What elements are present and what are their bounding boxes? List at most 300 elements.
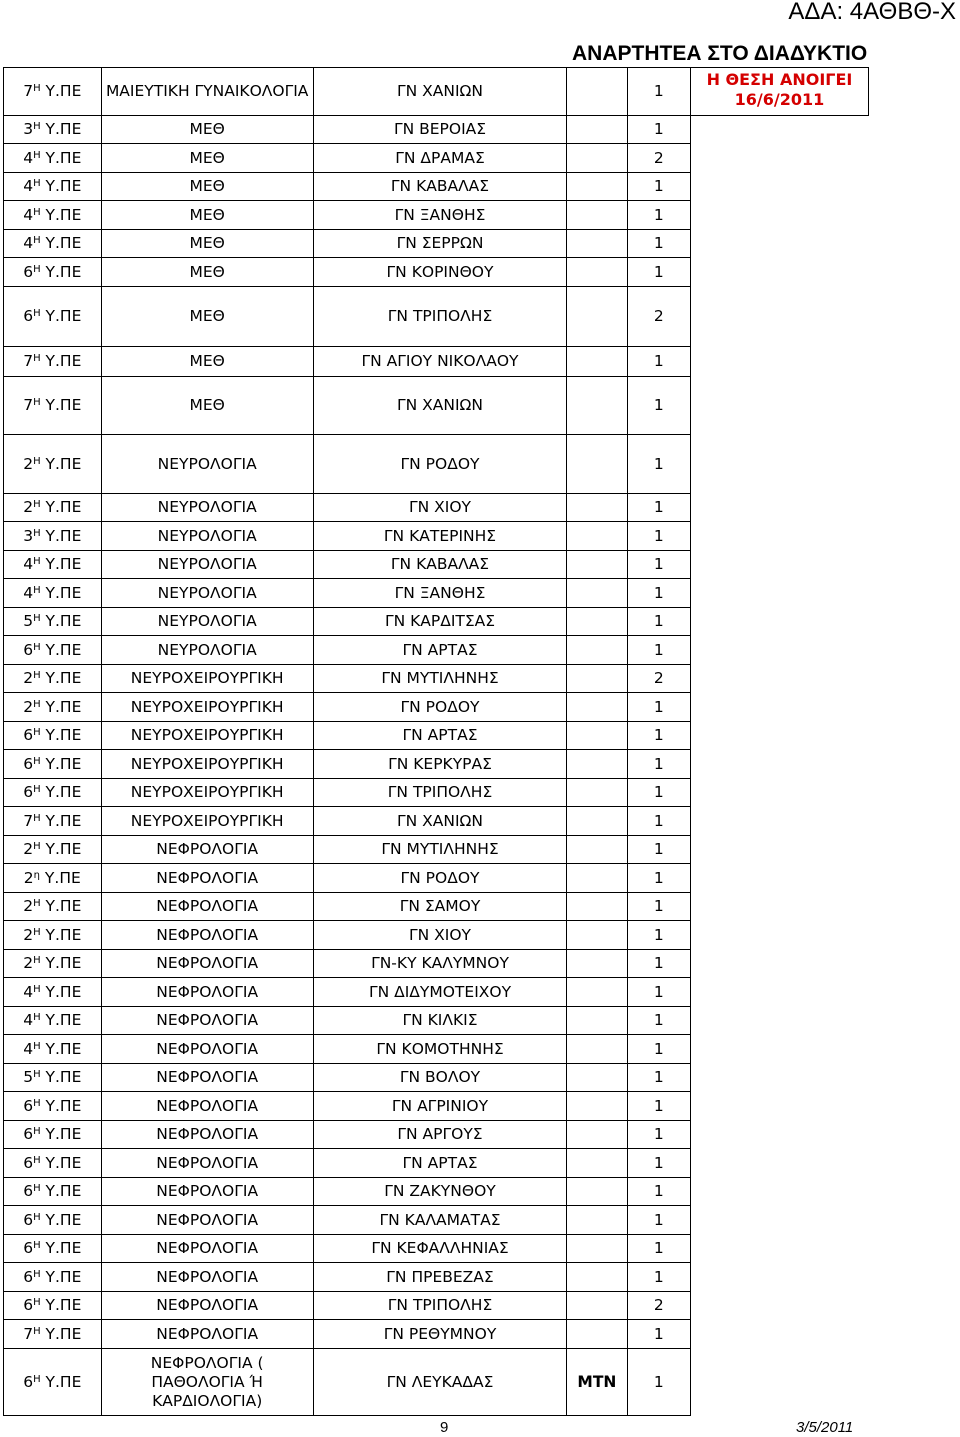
hospital-cell: ΓΝ ΚΕΡΚΥΡΑΣ [313,750,566,779]
region-cell [4,921,102,950]
region-ordinal: η [33,869,40,881]
region-number: 4 [23,1039,34,1058]
side-blank [690,287,868,347]
region-cell [4,522,102,551]
region-suffix: Υ.ΠΕ [40,1239,82,1257]
table-row [4,978,869,1007]
region-ordinal: Η [33,1183,41,1194]
side-blank [690,750,868,779]
table-row [4,921,869,950]
region-suffix: Υ.ΠΕ [40,612,82,630]
mtn-cell [567,287,627,347]
region-cell [4,1178,102,1206]
region-cell [4,893,102,921]
region-cell [4,494,102,522]
count-cell: 1 [627,435,690,494]
region-ordinal: Η [33,1325,41,1337]
hospital-cell: ΓΝ ΚΑΒΑΛΑΣ [313,173,566,201]
hospital-cell: ΓΝ ΑΓΡΙΝΙΟΥ [313,1092,566,1121]
region-ordinal: Η [33,698,41,710]
region-cell [4,608,102,636]
specialty-cell: ΝΕΦΡΟΛΟΓΙΑ [101,1149,313,1178]
region-cell [4,1292,102,1320]
specialty-cell: ΜΕΘ [101,287,313,347]
table-row [4,144,869,173]
region-number: 6 [23,1372,34,1391]
mtn-cell [567,636,627,665]
hospital-cell: ΓΝ ΧΑΝΙΩΝ [313,807,566,836]
region-ordinal: Η [33,784,41,795]
region-cell [4,144,102,173]
page-number: 9 [440,1419,449,1436]
hospital-cell: ΓΝ ΧΙΟΥ [313,921,566,950]
mtn-cell [567,258,627,287]
count-cell: 1 [627,173,690,201]
specialty-cell: ΝΕΦΡΟΛΟΓΙΑ [101,1320,313,1349]
region-number: 4 [23,205,34,224]
region-number: 6 [23,726,34,744]
table-row [4,287,869,347]
side-blank [690,893,868,921]
mtn-cell [567,1149,627,1178]
specialty-cell: ΜΕΘ [101,144,313,173]
region-number: 6 [23,1153,34,1172]
ada-code: ΑΔΑ: 4ΑΘΒΘ-Χ [788,0,956,25]
count-cell: 1 [627,201,690,230]
hospital-cell: ΓΝ ΡΟΔΟΥ [313,435,566,494]
region-cell [4,807,102,836]
specialty-cell: ΜΑΙΕΥΤΙΚΗ ΓΥΝΑΙΚΟΛΟΓΙΑ [101,68,313,116]
region-suffix: Υ.ΠΕ [40,640,82,659]
side-blank [690,921,868,950]
opening-note [690,68,868,116]
region-number: 6 [23,640,34,659]
specialty-cell: ΝΕΥΡΟΛΟΓΙΑ [101,494,313,522]
region-cell [4,1235,102,1263]
table-row [4,258,869,287]
region-suffix: Υ.ΠΕ [40,1267,82,1286]
region-number: 6 [23,1267,34,1286]
side-blank [690,1263,868,1292]
region-ordinal: Η [33,527,41,539]
specialty-cell: ΝΕΦΡΟΛΟΓΙΑ [101,1007,313,1035]
count-cell: 1 [627,377,690,435]
count-cell: 2 [627,1292,690,1320]
region-cell [4,579,102,608]
hospital-cell: ΓΝ ΜΥΤΙΛΗΝΗΣ [313,665,566,693]
table-row [4,377,869,435]
hospital-cell: ΓΝ ΤΡΙΠΟΛΗΣ [313,287,566,347]
region-ordinal: Η [33,149,41,161]
region-number: 6 [23,262,34,281]
region-suffix: Υ.ΠΕ [40,925,82,944]
hospital-cell: ΓΝ ΞΑΝΘΗΣ [313,579,566,608]
table-row [4,636,869,665]
region-cell [4,722,102,750]
mtn-cell [567,1007,627,1035]
mtn-cell [567,836,627,864]
specialty-cell: ΝΕΥΡΟΛΟΓΙΑ [101,608,313,636]
count-cell: 1 [627,1235,690,1263]
table-row [4,173,869,201]
region-suffix: Υ.ΠΕ [40,1153,82,1172]
side-blank [690,230,868,258]
mtn-cell [567,893,627,921]
hospital-cell: ΓΝ ΧΑΝΙΩΝ [313,377,566,435]
specialty-cell: ΝΕΥΡΟΧΕΙΡΟΥΡΓΙΚΗ [101,750,313,779]
side-blank [690,722,868,750]
table-row [4,1064,869,1092]
table-row [4,665,869,693]
table-row [4,779,869,807]
region-cell [4,173,102,201]
table-row [4,1263,869,1292]
region-ordinal: Η [33,1211,41,1223]
table-row [4,68,869,116]
count-cell: 1 [627,779,690,807]
region-ordinal: Η [33,83,41,94]
region-ordinal: Η [33,1240,41,1251]
region-ordinal: Η [33,121,41,132]
hospital-cell: ΓΝ ΚΙΛΚΙΣ [313,1007,566,1035]
specialty-cell: ΝΕΦΡΟΛΟΓΙΑ [101,921,313,950]
region-number: 6 [23,307,34,325]
region-ordinal: Η [33,397,41,408]
hospital-cell: ΓΝ ΡΟΔΟΥ [313,864,566,893]
region-suffix: Υ.ΠΕ [40,148,82,167]
hospital-cell: ΓΝ ΠΡΕΒΕΖΑΣ [313,1263,566,1292]
table-row [4,435,869,494]
region-ordinal: Η [33,235,41,246]
count-cell: 2 [627,144,690,173]
hospital-cell: ΓΝ ΑΓΙΟΥ ΝΙΚΟΛΑΟΥ [313,347,566,377]
region-number: 3 [23,526,34,545]
mtn-cell [567,116,627,144]
region-number: 6 [23,1125,34,1143]
region-cell [4,116,102,144]
side-blank [690,693,868,722]
count-cell: 1 [627,750,690,779]
side-blank [690,1121,868,1149]
region-suffix: Υ.ΠΕ [40,234,82,252]
region-suffix: Υ.ΠΕ [40,555,82,573]
region-number: 7 [23,1324,34,1343]
region-cell [4,779,102,807]
region-ordinal: Η [33,670,41,681]
count-cell: 1 [627,608,690,636]
region-ordinal: Η [33,955,41,966]
region-suffix: Υ.ΠΕ [40,1210,82,1229]
region-suffix: Υ.ΠΕ [40,726,82,744]
table-row [4,836,869,864]
side-blank [690,1292,868,1320]
mtn-cell [567,722,627,750]
side-blank [690,1035,868,1064]
region-suffix: Υ.ΠΕ [40,120,82,138]
table-row [4,693,869,722]
region-ordinal: Η [33,926,41,938]
region-suffix: Υ.ΠΕ [40,840,82,858]
side-blank [690,494,868,522]
region-number: 4 [23,148,34,167]
side-blank [690,1178,868,1206]
specialty-cell: ΝΕΦΡΟΛΟΓΙΑ [101,1206,313,1235]
positions-table [3,67,869,1416]
specialty-cell: ΜΕΘ [101,258,313,287]
specialty-cell: ΜΕΘ [101,173,313,201]
hospital-cell: ΓΝ ΚΑΒΑΛΑΣ [313,551,566,579]
region-cell [4,1349,102,1416]
region-ordinal: Η [33,727,41,738]
hospital-cell: ΓΝ ΤΡΙΠΟΛΗΣ [313,779,566,807]
specialty-cell: ΝΕΦΡΟΛΟΓΙΑ [101,1121,313,1149]
count-cell: 1 [627,522,690,551]
hospital-cell: ΓΝ ΚΟΡΙΝΘΟΥ [313,258,566,287]
region-ordinal: Η [33,353,41,364]
count-cell: 1 [627,116,690,144]
hospital-cell: ΓΝ ΔΙΔΥΜΟΤΕΙΧΟΥ [313,978,566,1007]
region-cell [4,1035,102,1064]
hospital-cell: ΓΝ ΑΡΓΟΥΣ [313,1121,566,1149]
table-row [4,1320,869,1349]
table-row [4,1035,869,1064]
table-row [4,1292,869,1320]
region-cell [4,377,102,435]
region-ordinal: Η [33,1373,41,1385]
hospital-cell: ΓΝ ΒΕΡΟΙΑΣ [313,116,566,144]
region-number: 2 [23,954,34,972]
table-row [4,1178,869,1206]
specialty-cell: ΝΕΥΡΟΛΟΓΙΑ [101,522,313,551]
specialty-cell: ΝΕΦΡΟΛΟΓΙΑ [101,1178,313,1206]
mtn-cell [567,579,627,608]
region-suffix: Υ.ΠΕ [40,1039,82,1058]
side-blank [690,116,868,144]
specialty-cell: ΝΕΦΡΟΛΟΓΙΑ [101,1035,313,1064]
hospital-cell: ΓΝ ΡΕΘΥΜΝΟΥ [313,1320,566,1349]
region-number: 2 [23,669,34,687]
region-ordinal: Η [33,812,41,824]
side-blank [690,435,868,494]
region-cell [4,551,102,579]
count-cell: 1 [627,1178,690,1206]
mtn-cell [567,779,627,807]
region-suffix: Υ.ΠΕ [40,982,82,1001]
hospital-cell: ΓΝ ΑΡΤΑΣ [313,1149,566,1178]
region-ordinal: Η [33,641,41,653]
region-suffix: Υ.ΠΕ [40,669,82,687]
region-number: 6 [23,783,34,801]
side-blank [690,665,868,693]
specialty-cell: ΝΕΥΡΟΛΟΓΙΑ [101,636,313,665]
region-cell [4,1206,102,1235]
region-suffix: Υ.ΠΕ [40,1296,82,1314]
region-cell [4,1149,102,1178]
mtn-cell [567,665,627,693]
count-cell: 1 [627,1121,690,1149]
region-number: 3 [23,120,34,138]
region-cell [4,750,102,779]
region-number: 2 [23,925,34,944]
region-suffix: Υ.ΠΕ [40,1324,82,1343]
hospital-cell: ΓΝ ΡΟΔΟΥ [313,693,566,722]
count-cell: 1 [627,1349,690,1416]
mtn-cell [567,377,627,435]
region-ordinal: Η [33,613,41,624]
mtn-cell [567,1178,627,1206]
mtn-cell [567,864,627,893]
region-ordinal: Η [33,1012,41,1023]
region-ordinal: Η [33,584,41,596]
opening-note-date: 16/6/2011 [734,90,825,109]
side-blank [690,1149,868,1178]
side-blank [690,950,868,978]
region-cell [4,230,102,258]
count-cell: 1 [627,1064,690,1092]
region-suffix: Υ.ΠΕ [40,754,82,773]
table-row [4,347,869,377]
specialty-cell: ΜΕΘ [101,347,313,377]
region-cell [4,864,102,893]
hospital-cell: ΓΝ-ΚΥ ΚΑΛΥΜΝΟΥ [313,950,566,978]
region-suffix: Υ.ΠΕ [40,82,82,100]
mtn-cell [567,1263,627,1292]
side-blank [690,347,868,377]
hospital-cell: ΓΝ ΚΕΦΑΛΛΗΝΙΑΣ [313,1235,566,1263]
table-row [4,1121,869,1149]
region-suffix: Υ.ΠΕ [40,868,81,887]
mtn-cell [567,201,627,230]
region-cell [4,435,102,494]
mtn-cell [567,978,627,1007]
region-ordinal: Η [33,1297,41,1308]
specialty-cell: ΝΕΥΡΟΧΕΙΡΟΥΡΓΙΚΗ [101,665,313,693]
region-cell [4,1121,102,1149]
region-number: 4 [23,234,34,252]
hospital-cell: ΓΝ ΞΑΝΘΗΣ [313,201,566,230]
count-cell: 1 [627,950,690,978]
side-blank [690,836,868,864]
region-cell [4,347,102,377]
table-row [4,608,869,636]
region-number: 2 [23,868,34,887]
opening-note-text: Η ΘΕΣΗ ΑΝΟΙΓΕΙ [706,70,853,89]
table-row [4,750,869,779]
table-row [4,807,869,836]
specialty-cell: ΜΕΘ [101,201,313,230]
table-row [4,579,869,608]
region-number: 6 [23,1096,34,1115]
region-cell [4,1092,102,1121]
specialty-cell: ΝΕΦΡΟΛΟΓΙΑ ( ΠΑΘΟΛΟΓΙΑ Ή ΚΑΡΔΙΟΛΟΓΙΑ) [101,1349,313,1416]
region-ordinal: Η [33,1268,41,1280]
mtn-cell [567,1035,627,1064]
side-blank [690,551,868,579]
region-number: 6 [23,754,34,773]
region-suffix: Υ.ΠΕ [40,454,82,473]
hospital-cell: ΓΝ ΖΑΚΥΝΘΟΥ [313,1178,566,1206]
side-blank [690,258,868,287]
region-suffix: Υ.ΠΕ [40,352,82,370]
mtn-cell [567,522,627,551]
side-blank [690,1349,868,1416]
hospital-cell: ΓΝ ΚΑΡΔΙΤΣΑΣ [313,608,566,636]
side-blank [690,579,868,608]
region-ordinal: Η [33,308,41,319]
hospital-cell: ΓΝ ΣΕΡΡΩΝ [313,230,566,258]
region-ordinal: Η [33,898,41,909]
region-number: 7 [23,396,34,414]
region-number: 4 [23,555,34,573]
specialty-cell: ΝΕΦΡΟΛΟΓΙΑ [101,1292,313,1320]
table-row [4,1235,869,1263]
mtn-cell [567,750,627,779]
table-row [4,893,869,921]
side-blank [690,1007,868,1035]
region-ordinal: Η [33,1069,41,1080]
side-blank [690,978,868,1007]
side-blank [690,779,868,807]
table-row [4,201,869,230]
count-cell: 1 [627,230,690,258]
side-blank [690,608,868,636]
region-suffix: Υ.ΠΕ [40,1125,82,1143]
mtn-cell [567,1092,627,1121]
region-cell [4,1320,102,1349]
hospital-cell: ΓΝ ΚΑΛΑΜΑΤΑΣ [313,1206,566,1235]
hospital-cell: ΓΝ ΔΡΑΜΑΣ [313,144,566,173]
side-blank [690,1320,868,1349]
region-ordinal: Η [33,1126,41,1137]
mtn-cell [567,347,627,377]
region-cell [4,950,102,978]
specialty-cell: ΝΕΥΡΟΛΟΓΙΑ [101,579,313,608]
specialty-cell: ΝΕΦΡΟΛΟΓΙΑ [101,1263,313,1292]
region-ordinal: Η [33,455,41,467]
region-number: 4 [23,1011,34,1029]
region-suffix: Υ.ΠΕ [40,697,82,716]
hospital-cell: ΓΝ ΤΡΙΠΟΛΗΣ [313,1292,566,1320]
mtn-cell [567,950,627,978]
region-suffix: Υ.ΠΕ [40,307,82,325]
count-cell: 1 [627,1035,690,1064]
region-suffix: Υ.ΠΕ [40,583,82,602]
hospital-cell: ΓΝ ΚΟΜΟΤΗΝΗΣ [313,1035,566,1064]
table-row [4,1349,869,1416]
count-cell: 1 [627,693,690,722]
region-suffix: Υ.ΠΕ [40,811,82,830]
region-ordinal: Η [33,499,41,510]
side-blank [690,522,868,551]
region-number: 5 [23,612,34,630]
count-cell: 1 [627,921,690,950]
mtn-cell: ΜΤΝ [567,1349,627,1416]
table-row [4,864,869,893]
specialty-cell: ΝΕΦΡΟΛΟΓΙΑ [101,1092,313,1121]
specialty-cell: ΝΕΥΡΟΛΟΓΙΑ [101,435,313,494]
table-row [4,1007,869,1035]
region-cell [4,978,102,1007]
mtn-cell [567,1121,627,1149]
region-number: 6 [23,1210,34,1229]
region-suffix: Υ.ΠΕ [40,205,82,224]
region-number: 2 [23,697,34,716]
region-number: 4 [23,982,34,1001]
side-blank [690,864,868,893]
region-suffix: Υ.ΠΕ [40,262,82,281]
specialty-cell: ΝΕΦΡΟΛΟΓΙΑ [101,978,313,1007]
region-number: 2 [23,454,34,473]
